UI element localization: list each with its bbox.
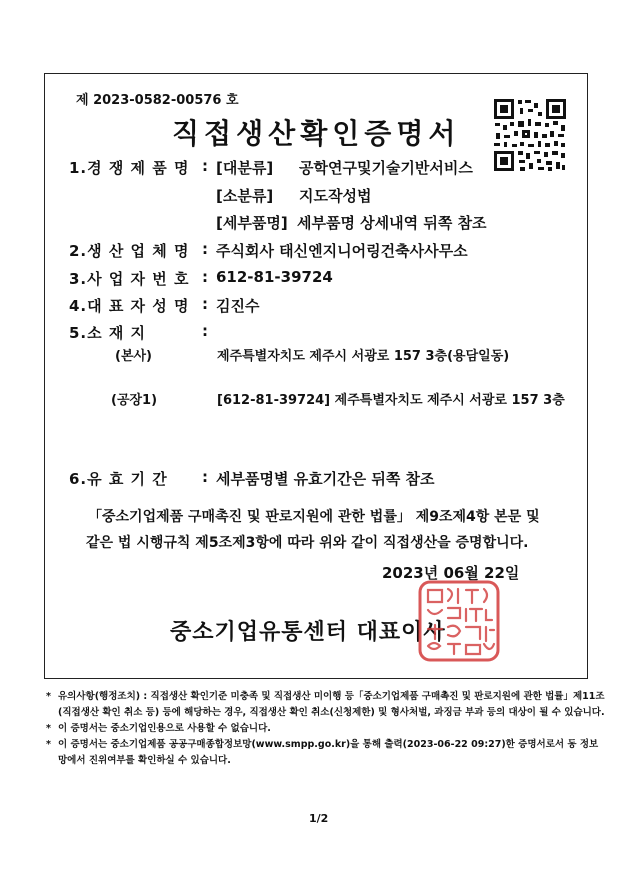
product-detail-tag: [세부품명]	[216, 214, 288, 232]
company-label: 2.생 산 업 체 명	[69, 242, 190, 260]
note-mark: *	[46, 691, 51, 702]
representative-label: 4.대 표 자 성 명	[69, 297, 190, 315]
validity-value: 세부품명별 유효기간은 뒤쪽 참조	[216, 470, 435, 488]
official-seal-icon	[418, 580, 500, 662]
certificate-number: 제 2023-0582-00576 호	[76, 93, 239, 108]
validity-label: 6.유 효 기 간	[69, 470, 168, 488]
note-mark: *	[46, 739, 51, 750]
note-text: 유의사항(행정조치) : 직접생산 확인기준 미충족 및 직접생산 미이행 등「중소기업제품 구매촉진 및 판로지원에 관한 법률」제11조(직접생산 확인 취소 등) 등에 해당하는 경우, 직접생산 확인 취소(신청제한) 및 형사처벌, 과징금 부과 등의 대상이 될 수 있습니다.	[58, 691, 605, 718]
business-number-label: 3.사 업 자 번 호	[69, 270, 190, 288]
note-text: 이 증명서는 중소기업제품 공공구매종합정보망(www.smpp.go.kr)을 통해 출력(2023-06-22 09:27)한 증명서로서 동 정보망에서 진위여부를 확인하실 수 있습니다.	[58, 739, 599, 766]
hq-address: 제주특별자치도 제주시 서광로 157 3층(용담일동)	[217, 349, 510, 364]
factory-address: [612-81-39724] 제주특별자치도 제주시 서광로 157 3층	[217, 393, 565, 408]
representative-value: 김진수	[216, 297, 260, 315]
issuer-name: 중소기업유통센터 대표이사	[170, 620, 446, 645]
location-colon: :	[202, 322, 208, 340]
qr-code-icon[interactable]	[492, 97, 568, 173]
issue-date: 2023년 06월 22일	[382, 564, 520, 582]
validity-colon: :	[202, 468, 208, 486]
company-value: 주식회사 태신엔지니어링건축사사무소	[216, 242, 468, 260]
product-colon: :	[202, 157, 208, 175]
note-item	[46, 737, 606, 769]
notes-section	[46, 689, 606, 769]
product-minor-tag: [소분류]	[216, 187, 274, 205]
location-label: 5.소 재 지	[69, 324, 147, 342]
page-number: 1/2	[309, 812, 329, 825]
statement-line-2: 같은 법 시행규칙 제5조제3항에 따라 위와 같이 직접생산을 증명합니다.	[86, 535, 529, 551]
product-detail-value: 세부품명 상세내역 뒤쪽 참조	[297, 214, 487, 232]
product-major-tag: [대분류]	[216, 159, 274, 177]
representative-colon: :	[202, 295, 208, 313]
company-colon: :	[202, 240, 208, 258]
product-minor-value: 지도작성법	[299, 187, 372, 205]
product-label: 1.경 쟁 제 품 명	[69, 159, 190, 177]
product-major-value: 공학연구및기술기반서비스	[299, 159, 473, 177]
factory-label: (공장1)	[111, 393, 158, 408]
note-item	[46, 721, 606, 737]
business-number-colon: :	[202, 268, 208, 286]
page-title: 직접생산확인증명서	[172, 117, 461, 150]
business-number-value: 612-81-39724	[216, 268, 333, 286]
note-item	[46, 689, 606, 721]
note-mark: *	[46, 723, 51, 734]
note-text: 이 증명서는 중소기업인용으로 사용할 수 없습니다.	[58, 723, 271, 734]
hq-label: (본사)	[115, 349, 152, 364]
statement-line-1: 「중소기업제품 구매촉진 및 판로지원에 관한 법률」 제9조제4항 본문 및	[88, 509, 540, 525]
